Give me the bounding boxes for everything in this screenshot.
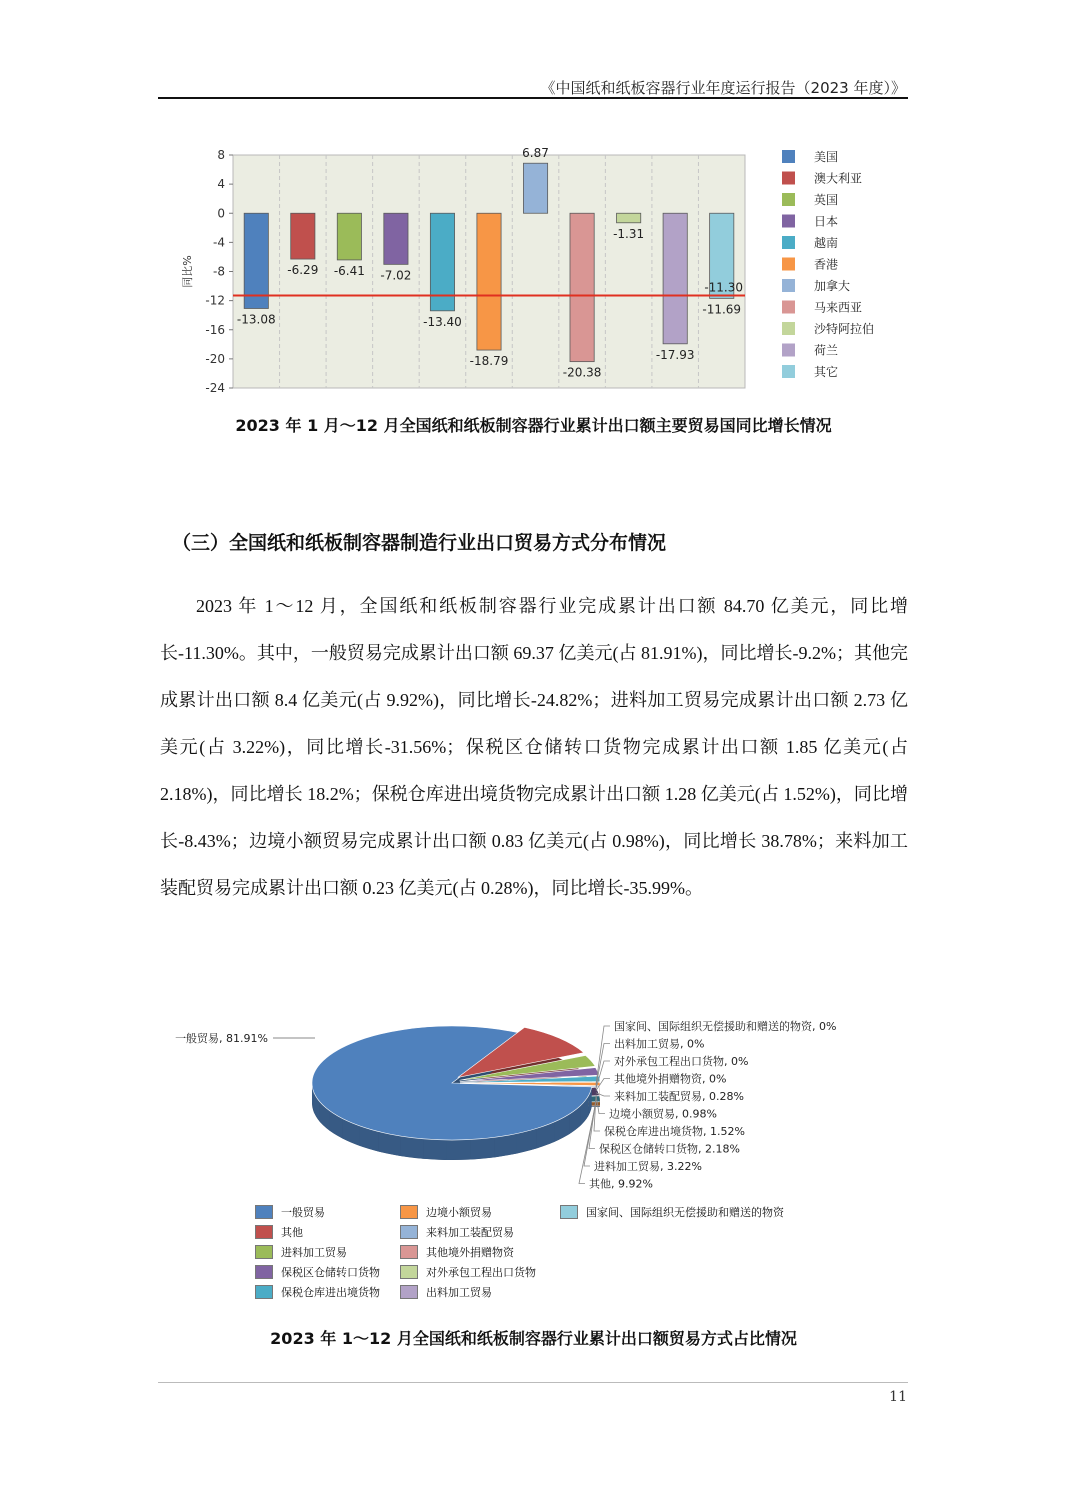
body-paragraph bbox=[160, 583, 908, 912]
pie-slice-rim bbox=[447, 1139, 471, 1159]
pie-slice-rim bbox=[423, 1139, 447, 1160]
bar bbox=[244, 213, 268, 308]
bar bbox=[477, 213, 501, 350]
legend-item bbox=[255, 1224, 303, 1240]
legend-swatch bbox=[782, 322, 795, 335]
legend-item bbox=[400, 1224, 514, 1240]
legend-swatch bbox=[782, 193, 795, 206]
running-header: 《中国纸和纸板容器行业年度运行报告（2023 年度）》 bbox=[540, 79, 906, 97]
paragraph-text: 2023 年 1～12 月，全国纸和纸板制容器行业完成累计出口额 84.70 亿美元，同比增长-11.30%。其中，一般贸易完成累计出口额 69.37 亿美元(占 81.91%)，同比增长-9.2%；其他完成累计出口额 8.4 亿美元(占 9.92%)，同比增长-24.82%；进料加工贸易完成累计出口额 2.73 亿美元(占 3.22%)，同比增长-31.56%；保税区仓储转口货物完成累计出口额 1.85 亿美元(占 2.18%)，同比增长 18.2%；保税仓库进出境货物完成累计出口额 1.28 亿美元(占 1.52%)，同比增长-8.43%；边境小额贸易完成累计出口额 0.83 亿美元(占 0.98%)，同比增长 38.78%；来料加工装配贸易完成累计出口额 0.23 亿美元(占 0.28%)，同比增长-35.99%。 bbox=[160, 596, 908, 898]
legend-item bbox=[255, 1264, 380, 1280]
bar-value-label: -20.38 bbox=[562, 365, 602, 380]
legend-swatch bbox=[782, 150, 795, 163]
legend-swatch bbox=[560, 1205, 578, 1219]
bar-value-label: -6.41 bbox=[333, 263, 365, 278]
legend-label: 英国 bbox=[814, 193, 839, 207]
bar-value-label: -11.69 bbox=[702, 302, 742, 317]
y-tick-label: -12 bbox=[205, 293, 225, 308]
bar-value-label: 6.87 bbox=[522, 146, 549, 161]
legend-item bbox=[400, 1284, 492, 1300]
legend-item bbox=[255, 1284, 380, 1300]
legend-item bbox=[255, 1244, 347, 1260]
bar-value-label: -1.31 bbox=[613, 226, 645, 241]
pie-chart bbox=[175, 1010, 865, 1200]
legend-label: 来料加工装配贸易 bbox=[426, 1226, 514, 1239]
legend-label: 保税区仓储转口货物 bbox=[281, 1266, 380, 1279]
legend-swatch bbox=[782, 279, 795, 292]
legend-label: 澳大利亚 bbox=[814, 171, 863, 186]
legend-item bbox=[400, 1264, 536, 1280]
bar-value-label: -7.02 bbox=[380, 268, 412, 283]
pie-legend bbox=[255, 1204, 855, 1304]
legend-label: 其它 bbox=[814, 365, 839, 379]
bar bbox=[617, 213, 641, 223]
legend-swatch bbox=[782, 365, 795, 378]
pie-label: 保税区仓储转口货物, 2.18% bbox=[599, 1142, 740, 1156]
pie-label: 其他境外捐赠物资, 0% bbox=[614, 1072, 727, 1086]
pie-label: 国家间、国际组织无偿援助和赠送的物资, 0% bbox=[614, 1020, 837, 1033]
legend-swatch bbox=[400, 1285, 418, 1299]
pie-label: 进料加工贸易, 3.22% bbox=[594, 1160, 702, 1173]
legend-swatch bbox=[255, 1225, 273, 1239]
legend-label: 沙特阿拉伯 bbox=[814, 322, 875, 336]
y-axis-label: 同比% bbox=[181, 255, 194, 288]
legend-swatch bbox=[255, 1285, 273, 1299]
legend-label: 进料加工贸易 bbox=[281, 1246, 347, 1259]
bar-chart bbox=[160, 138, 900, 400]
legend-label: 其他 bbox=[281, 1226, 303, 1239]
legend-label: 保税仓库进出境货物 bbox=[281, 1286, 380, 1299]
section-heading: （三）全国纸和纸板制容器制造行业出口贸易方式分布情况 bbox=[172, 532, 667, 554]
legend-swatch bbox=[782, 236, 795, 249]
legend-swatch bbox=[782, 344, 795, 357]
legend-label: 荷兰 bbox=[814, 343, 839, 358]
legend-item bbox=[560, 1204, 784, 1220]
pie-slice-rim bbox=[400, 1136, 423, 1159]
legend-item bbox=[255, 1204, 325, 1220]
pie-chart-caption: 2023 年 1～12 月全国纸和纸板制容器行业累计出口额贸易方式占比情况 bbox=[270, 1329, 797, 1348]
pie-label: 来料加工装配贸易, 0.28% bbox=[614, 1090, 744, 1103]
legend-label: 边境小额贸易 bbox=[426, 1206, 492, 1219]
bar-value-label: -13.40 bbox=[423, 314, 462, 329]
y-tick-label: 0 bbox=[217, 206, 225, 221]
footer-rule bbox=[158, 1382, 908, 1383]
bar bbox=[570, 213, 594, 361]
legend-label: 加拿大 bbox=[814, 279, 851, 293]
legend-label: 马来西亚 bbox=[814, 300, 863, 315]
bar bbox=[337, 213, 361, 260]
pie-label: 其他, 9.92% bbox=[589, 1177, 653, 1191]
legend-label: 出料加工贸易 bbox=[426, 1286, 492, 1299]
legend-item bbox=[400, 1244, 514, 1260]
pie-label: 保税仓库进出境货物, 1.52% bbox=[604, 1125, 745, 1138]
legend-label: 香港 bbox=[814, 257, 839, 272]
bar bbox=[291, 213, 315, 259]
legend-label: 日本 bbox=[814, 214, 839, 229]
legend-item bbox=[400, 1204, 492, 1220]
legend-label: 一般贸易 bbox=[281, 1206, 325, 1219]
header-rule bbox=[158, 97, 908, 99]
legend-label: 对外承包工程出口货物 bbox=[426, 1266, 536, 1279]
bar-value-label: -6.29 bbox=[287, 263, 319, 278]
legend-swatch bbox=[400, 1205, 418, 1219]
legend-swatch bbox=[400, 1265, 418, 1279]
y-tick-label: 8 bbox=[217, 148, 225, 162]
y-tick-label: -8 bbox=[213, 264, 225, 279]
legend-label: 国家间、国际组织无偿援助和赠送的物资 bbox=[586, 1206, 784, 1219]
page-number: 11 bbox=[889, 1389, 907, 1405]
bar bbox=[384, 213, 408, 264]
legend-swatch bbox=[782, 172, 795, 185]
legend-swatch bbox=[255, 1245, 273, 1259]
legend-swatch bbox=[255, 1265, 273, 1279]
legend-label: 其他境外捐赠物资 bbox=[426, 1246, 514, 1259]
bar-value-label: -18.79 bbox=[469, 354, 509, 369]
pie-label: 边境小额贸易, 0.98% bbox=[609, 1107, 717, 1121]
y-tick-label: -20 bbox=[205, 351, 225, 366]
bar-value-label: -17.93 bbox=[655, 347, 695, 362]
legend-swatch bbox=[400, 1245, 418, 1259]
bar-value-label: -13.08 bbox=[236, 312, 276, 327]
legend-label: 越南 bbox=[814, 236, 839, 250]
y-tick-label: -16 bbox=[205, 322, 225, 337]
legend-label: 美国 bbox=[814, 150, 839, 164]
pie-slice-rim bbox=[471, 1137, 494, 1159]
y-tick-label: -4 bbox=[213, 235, 225, 250]
legend-swatch bbox=[782, 258, 795, 271]
y-tick-label: -24 bbox=[205, 381, 225, 395]
bar bbox=[663, 213, 687, 344]
y-tick-label: 4 bbox=[217, 177, 225, 192]
reference-line-label: -11.30 bbox=[704, 280, 743, 295]
legend-swatch bbox=[782, 301, 795, 314]
pie-label: 出料加工贸易, 0% bbox=[614, 1037, 705, 1051]
pie-label: 对外承包工程出口货物, 0% bbox=[614, 1055, 749, 1068]
legend-swatch bbox=[255, 1205, 273, 1219]
legend-swatch bbox=[400, 1225, 418, 1239]
bar-chart-caption: 2023 年 1 月～12 月全国纸和纸板制容器行业累计出口额主要贸易国同比增长情况 bbox=[235, 416, 832, 435]
legend-swatch bbox=[782, 215, 795, 228]
bar bbox=[523, 163, 547, 213]
pie-label: 一般贸易, 81.91% bbox=[175, 1032, 268, 1045]
